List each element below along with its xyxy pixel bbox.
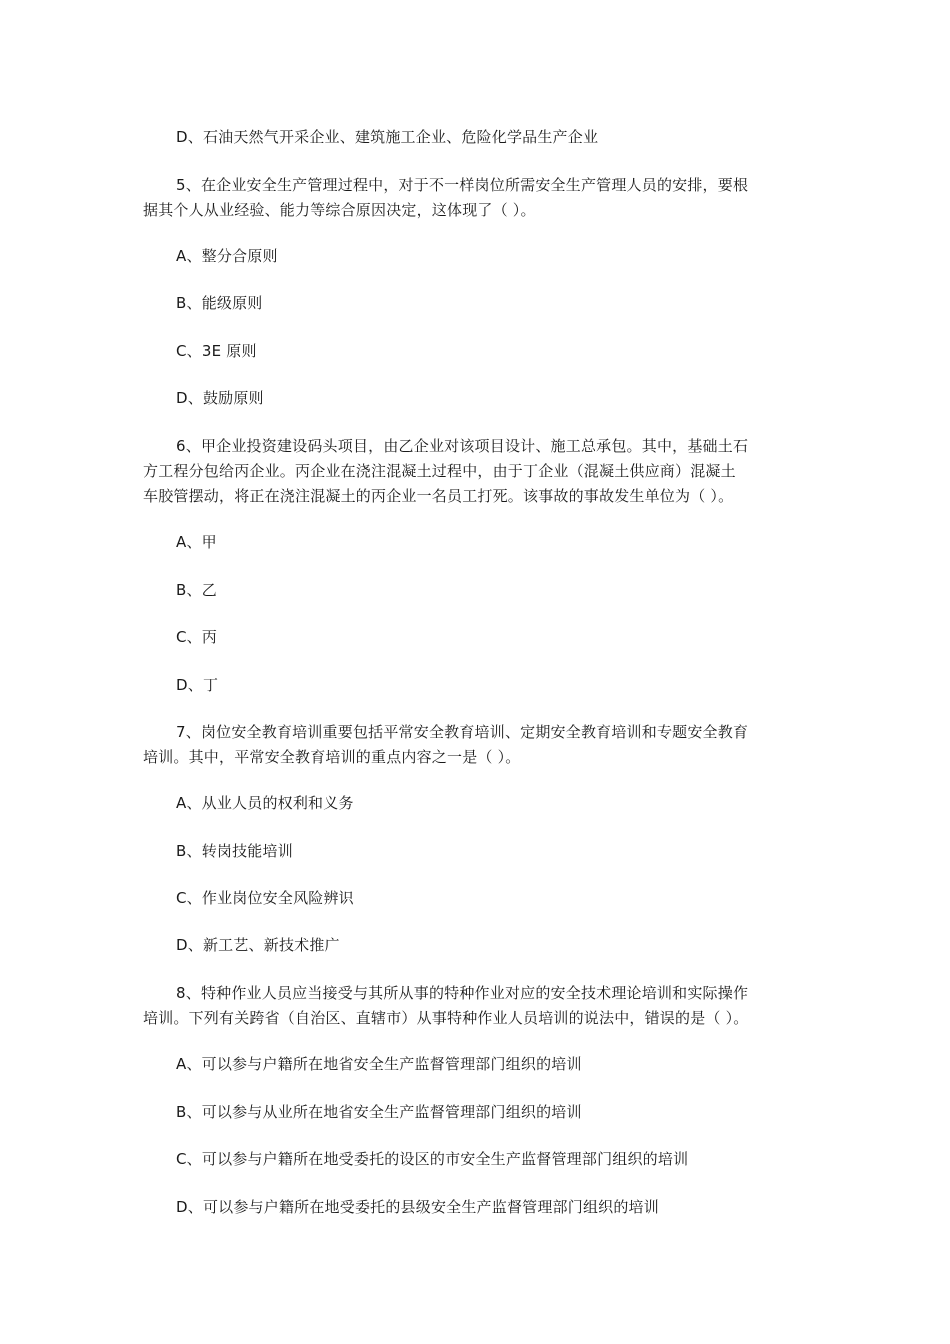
option-d-q4: D、石油天然气开采企业、建筑施工企业、危险化学品生产企业: [176, 128, 599, 146]
option-c-q7: C、作业岗位安全风险辨识: [176, 889, 354, 907]
option-a-q7: A、从业人员的权利和义务: [176, 794, 354, 812]
option-d-q5: D、鼓励原则: [176, 389, 264, 407]
question-6-line-2: 方工程分包给丙企业。丙企业在浇注混凝土过程中，由于丁企业（混凝土供应商）混凝土: [143, 462, 736, 480]
option-c-q8: C、可以参与户籍所在地受委托的设区的市安全生产监督管理部门组织的培训: [176, 1150, 689, 1168]
question-5-line-2: 据其个人从业经验、能力等综合原因决定，这体现了（ ）。: [143, 201, 536, 219]
option-a-q5: A、整分合原则: [176, 247, 278, 265]
question-8-line-1: 8、特种作业人员应当接受与其所从事的特种作业对应的安全技术理论培训和实际操作: [176, 984, 749, 1002]
option-d-q8: D、可以参与户籍所在地受委托的县级安全生产监督管理部门组织的培训: [176, 1198, 659, 1216]
question-7-line-2: 培训。其中，平常安全教育培训的重点内容之一是（ ）。: [143, 748, 521, 766]
option-b-q5: B、能级原则: [176, 294, 263, 312]
option-d-q7: D、新工艺、新技术推广: [176, 936, 340, 954]
option-b-q7: B、转岗技能培训: [176, 842, 293, 860]
question-6-line-3: 车胶管摆动，将正在浇注混凝土的丙企业一名员工打死。该事故的事故发生单位为（ ）。: [143, 487, 734, 505]
question-6-line-1: 6、甲企业投资建设码头项目，由乙企业对该项目设计、施工总承包。其中，基础土石: [176, 437, 749, 455]
question-7-line-1: 7、岗位安全教育培训重要包括平常安全教育培训、定期安全教育培训和专题安全教育: [176, 723, 749, 741]
option-c-q6: C、丙: [176, 628, 218, 646]
option-b-q8: B、可以参与从业所在地省安全生产监督管理部门组织的培训: [176, 1103, 582, 1121]
option-a-q6: A、甲: [176, 533, 217, 551]
question-5-line-1: 5、在企业安全生产管理过程中，对于不一样岗位所需安全生产管理人员的安排，要根: [176, 176, 749, 194]
option-a-q8: A、可以参与户籍所在地省安全生产监督管理部门组织的培训: [176, 1055, 582, 1073]
option-d-q6: D、丁: [176, 676, 219, 694]
option-c-q5: C、3E 原则: [176, 342, 257, 360]
option-b-q6: B、乙: [176, 581, 217, 599]
question-8-line-2: 培训。下列有关跨省（自治区、直辖市）从事特种作业人员培训的说法中，错误的是（ ）。: [143, 1009, 749, 1027]
